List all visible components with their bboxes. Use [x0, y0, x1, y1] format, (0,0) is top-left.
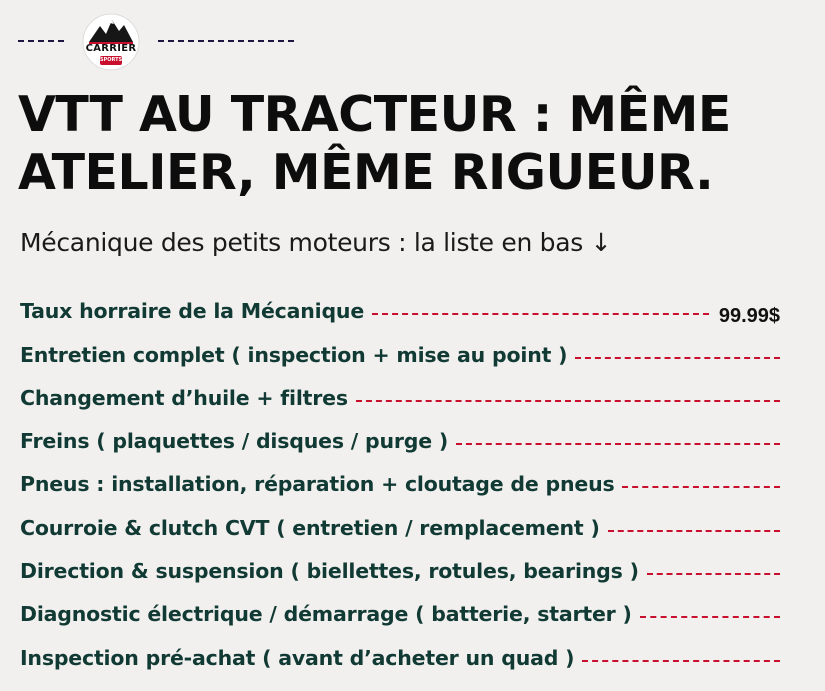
page-subtitle: Mécanique des petits moteurs : la liste en bas ↓	[20, 228, 612, 257]
service-price: 99.99$	[718, 305, 780, 328]
service-price-list	[20, 280, 780, 670]
service-label: Pneus : installation, réparation + cloutage de pneus	[20, 472, 615, 497]
service-label: Taux horraire de la Mécanique	[20, 299, 365, 324]
dotted-leader	[372, 313, 709, 315]
dotted-leader	[647, 573, 780, 575]
dotted-leader	[608, 530, 780, 532]
service-row	[20, 583, 780, 626]
service-row	[20, 323, 780, 366]
service-label: Inspection pré-achat ( avant d’acheter un quad )	[20, 645, 575, 670]
dotted-leader	[456, 443, 780, 445]
logo-brand-text: CARRIER	[85, 43, 137, 54]
service-label: Diagnostic électrique / démarrage ( batterie, starter )	[20, 602, 632, 627]
service-label: Changement d’huile + filtres	[20, 385, 348, 410]
service-row	[20, 540, 780, 583]
service-row	[20, 367, 780, 410]
dotted-leader	[575, 357, 780, 359]
logo-sub-badge: SPORTS	[100, 57, 123, 63]
dotted-leader	[582, 660, 780, 662]
header-bar	[0, 12, 825, 72]
dotted-leader	[622, 486, 780, 488]
service-row	[20, 626, 780, 669]
service-row	[20, 496, 780, 539]
service-row	[20, 453, 780, 496]
dotted-leader	[640, 616, 780, 618]
decorative-dash-right	[158, 40, 294, 42]
page-headline: VTT AU TRACTEUR : MÊME ATELIER, MÊME RIGUEUR.	[18, 86, 731, 201]
service-label: Courroie & clutch CVT ( entretien / remplacement )	[20, 515, 600, 540]
carrier-sports-logo	[80, 12, 142, 72]
dotted-leader	[356, 400, 780, 402]
service-label: Direction & suspension ( biellettes, rotules, bearings )	[20, 559, 639, 584]
service-row	[20, 410, 780, 453]
service-label: Freins ( plaquettes / disques / purge )	[20, 429, 449, 454]
service-row	[20, 280, 780, 328]
decorative-dash-left	[18, 40, 64, 42]
service-label: Entretien complet ( inspection + mise au point )	[20, 342, 568, 367]
